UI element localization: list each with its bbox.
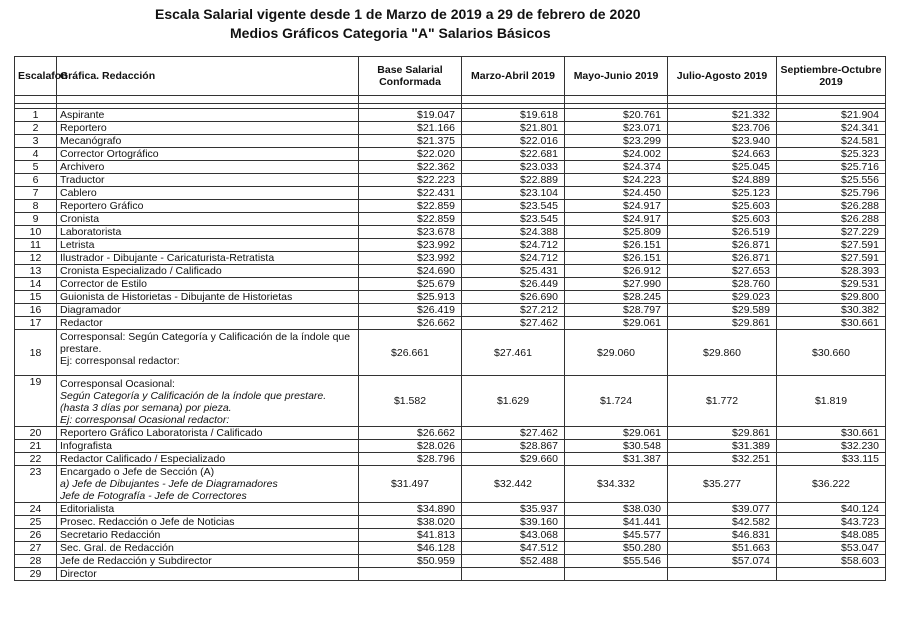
cell-salary: $29.860 xyxy=(668,330,777,376)
cell-salary: $27.591 xyxy=(777,252,886,265)
cell-salary: $55.546 xyxy=(565,555,668,568)
cell-salary: $28.867 xyxy=(462,440,565,453)
cell-salary: $41.441 xyxy=(565,516,668,529)
cell-escalafon: 22 xyxy=(15,453,57,466)
cell-salary: $21.332 xyxy=(668,109,777,122)
cell-category: Infografista xyxy=(57,440,359,453)
header-septiembre-octubre: Septiembre-Octubre 2019 xyxy=(777,57,886,96)
category-line: Ej: corresponsal Ocasional redactor: xyxy=(60,414,230,426)
cell-escalafon: 9 xyxy=(15,213,57,226)
cell-salary: $24.388 xyxy=(462,226,565,239)
category-line: Jefe de Fotografía - Jefe de Correctores xyxy=(60,490,247,502)
cell-salary: $25.123 xyxy=(668,187,777,200)
cell-category: Laboratorista xyxy=(57,226,359,239)
category-line: Encargado o Jefe de Sección (A) xyxy=(60,466,215,478)
cell-salary: $50.959 xyxy=(359,555,462,568)
table-row xyxy=(15,278,886,291)
cell-salary: $24.917 xyxy=(565,213,668,226)
cell-salary xyxy=(359,568,462,581)
cell-salary: $22.889 xyxy=(462,174,565,187)
cell-salary: $48.085 xyxy=(777,529,886,542)
cell-category: Mecanógrafo xyxy=(57,135,359,148)
cell-salary: $25.603 xyxy=(668,213,777,226)
cell-salary: $28.245 xyxy=(565,291,668,304)
cell-salary: $25.809 xyxy=(565,226,668,239)
cell-salary: $23.992 xyxy=(359,239,462,252)
cell-category: Secretario Redacción xyxy=(57,529,359,542)
cell-escalafon: 19 xyxy=(15,376,57,427)
cell-salary: $19.618 xyxy=(462,109,565,122)
cell-salary: $30.660 xyxy=(777,330,886,376)
cell-category: Jefe de Redacción y Subdirector xyxy=(57,555,359,568)
cell-salary: $27.462 xyxy=(462,427,565,440)
cell-salary: $31.387 xyxy=(565,453,668,466)
document-subtitle: Medios Gráficos Categoria "A" Salarios Básicos xyxy=(230,25,551,41)
cell-salary: $29.061 xyxy=(565,317,668,330)
cell-salary: $23.104 xyxy=(462,187,565,200)
cell-salary: $24.663 xyxy=(668,148,777,161)
cell-salary: $46.128 xyxy=(359,542,462,555)
cell-category: Reportero Gráfico Laboratorista / Calificado xyxy=(57,427,359,440)
cell-salary: $29.023 xyxy=(668,291,777,304)
cell-salary: $24.341 xyxy=(777,122,886,135)
cell-salary: $22.859 xyxy=(359,200,462,213)
category-line: prestare. xyxy=(60,343,102,355)
cell-salary: $1.629 xyxy=(462,376,565,427)
cell-salary: $24.917 xyxy=(565,200,668,213)
cell-salary: $26.519 xyxy=(668,226,777,239)
cell-salary: $50.280 xyxy=(565,542,668,555)
table-row xyxy=(15,529,886,542)
table-row xyxy=(15,542,886,555)
table-row xyxy=(15,148,886,161)
cell-escalafon: 4 xyxy=(15,148,57,161)
cell-salary: $34.890 xyxy=(359,503,462,516)
cell-salary: $31.497 xyxy=(359,466,462,503)
category-line: Ej: corresponsal redactor: xyxy=(60,355,180,367)
cell-salary: $20.761 xyxy=(565,109,668,122)
cell-salary: $39.160 xyxy=(462,516,565,529)
cell-salary: $23.545 xyxy=(462,200,565,213)
cell-salary: $35.937 xyxy=(462,503,565,516)
cell-escalafon: 26 xyxy=(15,529,57,542)
cell-salary: $24.712 xyxy=(462,239,565,252)
header-category: Gráfica. Redacción xyxy=(57,57,359,96)
cell-salary: $21.375 xyxy=(359,135,462,148)
document-title: Escala Salarial vigente desde 1 de Marzo de 2019 a 29 de febrero de 2020 xyxy=(155,6,641,22)
cell-salary: $28.026 xyxy=(359,440,462,453)
cell-category: Reportero xyxy=(57,122,359,135)
cell-salary: $21.801 xyxy=(462,122,565,135)
cell-salary: $53.047 xyxy=(777,542,886,555)
cell-salary: $23.678 xyxy=(359,226,462,239)
table-row xyxy=(15,226,886,239)
cell-salary: $25.556 xyxy=(777,174,886,187)
cell-salary: $24.581 xyxy=(777,135,886,148)
cell-salary: $26.662 xyxy=(359,317,462,330)
cell-category: Archivero xyxy=(57,161,359,174)
cell-salary: $24.374 xyxy=(565,161,668,174)
cell-category: Prosec. Redacción o Jefe de Noticias xyxy=(57,516,359,529)
table-row xyxy=(15,187,886,200)
cell-salary: $24.450 xyxy=(565,187,668,200)
cell-escalafon: 17 xyxy=(15,317,57,330)
table-row xyxy=(15,265,886,278)
cell-salary: $25.603 xyxy=(668,200,777,213)
cell-salary: $58.603 xyxy=(777,555,886,568)
cell-salary xyxy=(777,568,886,581)
cell-salary: $32.442 xyxy=(462,466,565,503)
cell-salary: $26.288 xyxy=(777,213,886,226)
cell-category: Diagramador xyxy=(57,304,359,317)
table-row xyxy=(15,503,886,516)
table-row xyxy=(15,122,886,135)
header-marzo-abril: Marzo-Abril 2019 xyxy=(462,57,565,96)
cell-salary: $23.940 xyxy=(668,135,777,148)
cell-escalafon: 5 xyxy=(15,161,57,174)
cell-escalafon: 1 xyxy=(15,109,57,122)
cell-escalafon: 13 xyxy=(15,265,57,278)
cell-category: Corrector Ortográfico xyxy=(57,148,359,161)
cell-salary: $19.047 xyxy=(359,109,462,122)
table-row xyxy=(15,317,886,330)
cell-escalafon: 14 xyxy=(15,278,57,291)
cell-salary: $47.512 xyxy=(462,542,565,555)
cell-category: Director xyxy=(57,568,359,581)
cell-escalafon: 21 xyxy=(15,440,57,453)
cell-salary xyxy=(565,568,668,581)
cell-escalafon: 7 xyxy=(15,187,57,200)
cell-escalafon: 3 xyxy=(15,135,57,148)
cell-salary: $29.800 xyxy=(777,291,886,304)
cell-salary: $23.071 xyxy=(565,122,668,135)
table-row xyxy=(15,304,886,317)
cell-salary: $35.277 xyxy=(668,466,777,503)
category-line: Según Categoría y Calificación de la índole que prestare. xyxy=(60,390,327,402)
cell-salary: $22.859 xyxy=(359,213,462,226)
cell-salary: $25.913 xyxy=(359,291,462,304)
cell-salary: $30.382 xyxy=(777,304,886,317)
cell-salary: $1.724 xyxy=(565,376,668,427)
cell-salary: $28.760 xyxy=(668,278,777,291)
cell-salary: $21.166 xyxy=(359,122,462,135)
table-row xyxy=(15,109,886,122)
cell-escalafon: 12 xyxy=(15,252,57,265)
cell-salary: $38.030 xyxy=(565,503,668,516)
cell-salary: $43.068 xyxy=(462,529,565,542)
cell-salary: $27.229 xyxy=(777,226,886,239)
cell-salary: $1.819 xyxy=(777,376,886,427)
cell-salary: $30.661 xyxy=(777,427,886,440)
cell-salary: $26.449 xyxy=(462,278,565,291)
cell-salary: $24.690 xyxy=(359,265,462,278)
cell-escalafon: 15 xyxy=(15,291,57,304)
category-line: Corresponsal Ocasional: xyxy=(60,378,175,390)
cell-escalafon: 18 xyxy=(15,330,57,376)
cell-salary: $26.288 xyxy=(777,200,886,213)
cell-escalafon: 28 xyxy=(15,555,57,568)
table-row xyxy=(15,174,886,187)
header-row xyxy=(15,57,886,96)
cell-salary: $32.230 xyxy=(777,440,886,453)
table-row xyxy=(15,135,886,148)
cell-salary: $1.772 xyxy=(668,376,777,427)
cell-salary xyxy=(668,568,777,581)
table-row xyxy=(15,555,886,568)
category-line: a) Jefe de Dibujantes - Jefe de Diagramadores xyxy=(60,478,278,490)
cell-category: Cronista xyxy=(57,213,359,226)
cell-salary: $25.431 xyxy=(462,265,565,278)
cell-salary: $23.033 xyxy=(462,161,565,174)
cell-escalafon: 29 xyxy=(15,568,57,581)
cell-salary: $33.115 xyxy=(777,453,886,466)
cell-salary: $24.889 xyxy=(668,174,777,187)
cell-escalafon: 27 xyxy=(15,542,57,555)
cell-category: Reportero Gráfico xyxy=(57,200,359,213)
cell-salary: $46.831 xyxy=(668,529,777,542)
cell-salary: $22.362 xyxy=(359,161,462,174)
cell-escalafon: 8 xyxy=(15,200,57,213)
cell-category: Guionista de Historietas - Dibujante de Historietas xyxy=(57,291,359,304)
cell-salary: $29.060 xyxy=(565,330,668,376)
cell-salary: $25.716 xyxy=(777,161,886,174)
cell-salary: $32.251 xyxy=(668,453,777,466)
table-row xyxy=(15,427,886,440)
cell-salary: $41.813 xyxy=(359,529,462,542)
cell-salary: $26.871 xyxy=(668,239,777,252)
cell-salary: $24.712 xyxy=(462,252,565,265)
table-row xyxy=(15,568,886,581)
cell-salary: $52.488 xyxy=(462,555,565,568)
table-row xyxy=(15,291,886,304)
cell-salary: $24.002 xyxy=(565,148,668,161)
cell-salary: $22.681 xyxy=(462,148,565,161)
cell-escalafon: 10 xyxy=(15,226,57,239)
cell-category: Ilustrador - Dibujante - Caricaturista-Retratista xyxy=(57,252,359,265)
cell-salary: $29.660 xyxy=(462,453,565,466)
cell-salary: $26.661 xyxy=(359,330,462,376)
cell-salary: $22.223 xyxy=(359,174,462,187)
cell-salary: $23.545 xyxy=(462,213,565,226)
header-mayo-junio: Mayo-Junio 2019 xyxy=(565,57,668,96)
cell-salary: $25.045 xyxy=(668,161,777,174)
cell-salary: $34.332 xyxy=(565,466,668,503)
table-row xyxy=(15,440,886,453)
cell-salary: $27.461 xyxy=(462,330,565,376)
header-base: Base Salarial Conformada xyxy=(359,57,462,96)
cell-escalafon: 11 xyxy=(15,239,57,252)
category-line: Corresponsal: Según Categoría y Calificación de la índole que xyxy=(60,331,351,343)
cell-salary: $25.679 xyxy=(359,278,462,291)
cell-salary: $23.299 xyxy=(565,135,668,148)
cell-escalafon: 16 xyxy=(15,304,57,317)
cell-salary: $29.531 xyxy=(777,278,886,291)
cell-category xyxy=(57,466,359,503)
cell-salary: $26.690 xyxy=(462,291,565,304)
cell-salary: $22.016 xyxy=(462,135,565,148)
table-row-multiline xyxy=(15,330,886,376)
cell-salary: $27.591 xyxy=(777,239,886,252)
cell-salary: $25.796 xyxy=(777,187,886,200)
cell-escalafon: 6 xyxy=(15,174,57,187)
cell-salary: $21.904 xyxy=(777,109,886,122)
cell-salary: $29.061 xyxy=(565,427,668,440)
cell-salary: $26.662 xyxy=(359,427,462,440)
cell-salary: $39.077 xyxy=(668,503,777,516)
table-row xyxy=(15,161,886,174)
table-row xyxy=(15,213,886,226)
cell-salary: $28.797 xyxy=(565,304,668,317)
cell-salary: $30.661 xyxy=(777,317,886,330)
table-row xyxy=(15,252,886,265)
cell-salary: $42.582 xyxy=(668,516,777,529)
cell-salary: $30.548 xyxy=(565,440,668,453)
table-row-multiline xyxy=(15,376,886,427)
cell-salary: $38.020 xyxy=(359,516,462,529)
cell-category: Redactor Calificado / Especializado xyxy=(57,453,359,466)
cell-category: Corrector de Estilo xyxy=(57,278,359,291)
category-line: (hasta 3 días por semana) por pieza. xyxy=(60,402,232,414)
cell-salary: $29.861 xyxy=(668,317,777,330)
cell-category: Cronista Especializado / Calificado xyxy=(57,265,359,278)
cell-salary: $25.323 xyxy=(777,148,886,161)
cell-salary xyxy=(462,568,565,581)
cell-category: Redactor xyxy=(57,317,359,330)
table-body xyxy=(15,96,886,581)
header-julio-agosto: Julio-Agosto 2019 xyxy=(668,57,777,96)
cell-salary: $22.020 xyxy=(359,148,462,161)
cell-salary: $29.861 xyxy=(668,427,777,440)
cell-category: Editorialista xyxy=(57,503,359,516)
cell-salary: $51.663 xyxy=(668,542,777,555)
cell-salary: $57.074 xyxy=(668,555,777,568)
table-row xyxy=(15,200,886,213)
table-row xyxy=(15,453,886,466)
cell-category: Sec. Gral. de Redacción xyxy=(57,542,359,555)
spacer-row xyxy=(15,96,886,104)
cell-salary: $24.223 xyxy=(565,174,668,187)
cell-salary: $27.462 xyxy=(462,317,565,330)
cell-escalafon: 24 xyxy=(15,503,57,516)
header-escalafon: Escalafon xyxy=(15,57,57,96)
cell-category: Traductor xyxy=(57,174,359,187)
cell-salary: $28.796 xyxy=(359,453,462,466)
cell-salary: $27.990 xyxy=(565,278,668,291)
cell-salary: $28.393 xyxy=(777,265,886,278)
cell-category: Aspirante xyxy=(57,109,359,122)
salary-table xyxy=(14,56,886,581)
cell-category: Letrista xyxy=(57,239,359,252)
cell-salary: $45.577 xyxy=(565,529,668,542)
table-row-multiline xyxy=(15,466,886,503)
cell-salary: $43.723 xyxy=(777,516,886,529)
cell-category: Cablero xyxy=(57,187,359,200)
cell-salary: $31.389 xyxy=(668,440,777,453)
cell-escalafon: 20 xyxy=(15,427,57,440)
cell-escalafon: 23 xyxy=(15,466,57,503)
cell-salary: $40.124 xyxy=(777,503,886,516)
cell-salary: $36.222 xyxy=(777,466,886,503)
cell-salary: $1.582 xyxy=(359,376,462,427)
cell-salary: $23.992 xyxy=(359,252,462,265)
table-row xyxy=(15,239,886,252)
cell-salary: $27.212 xyxy=(462,304,565,317)
cell-salary: $26.871 xyxy=(668,252,777,265)
cell-salary: $26.151 xyxy=(565,239,668,252)
cell-salary: $27.653 xyxy=(668,265,777,278)
cell-escalafon: 2 xyxy=(15,122,57,135)
cell-salary: $22.431 xyxy=(359,187,462,200)
cell-salary: $26.419 xyxy=(359,304,462,317)
cell-category xyxy=(57,376,359,427)
cell-escalafon: 25 xyxy=(15,516,57,529)
table-row xyxy=(15,516,886,529)
cell-salary: $23.706 xyxy=(668,122,777,135)
cell-salary: $26.151 xyxy=(565,252,668,265)
cell-salary: $29.589 xyxy=(668,304,777,317)
cell-category xyxy=(57,330,359,376)
cell-salary: $26.912 xyxy=(565,265,668,278)
